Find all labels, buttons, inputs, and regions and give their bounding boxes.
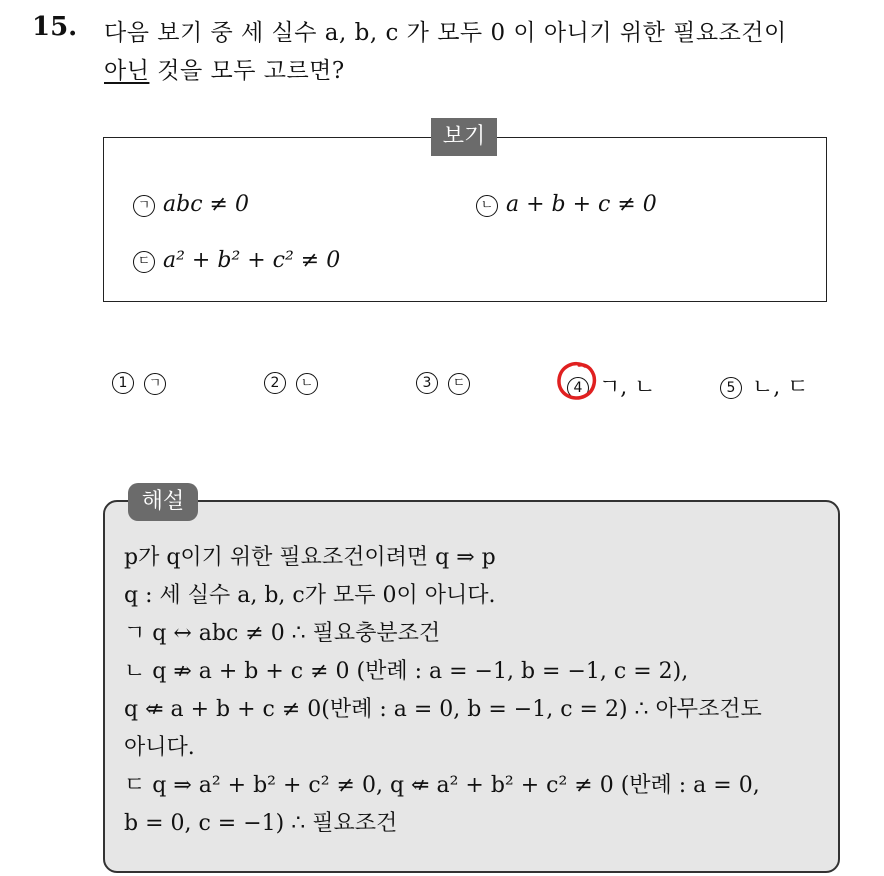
solution-line-6: 아니다. (124, 735, 195, 760)
solution-line-1: p가 q이기 위한 필요조건이려면 q ⇒ p (124, 545, 496, 570)
question-text-rest: 것을 모두 고르면? (149, 58, 345, 84)
choice-number-1: 1 (112, 372, 134, 394)
choice-5[interactable] (720, 370, 809, 401)
solution-line-5: q ⇍ a + b + c ≠ 0(반례 : a = 0, b = −1, c = 2) ∴ 아무조건도 (124, 697, 762, 722)
choice-text-5: ㄴ, ㄷ (752, 375, 809, 400)
choice-2[interactable] (264, 370, 318, 395)
bogi-item-3 (133, 248, 340, 273)
bogi-mark-2: ㄴ (476, 195, 498, 217)
bogi-expr-3: a² + b² + c² ≠ 0 (163, 248, 341, 273)
solution-line-8: b = 0, c = −1) ∴ 필요조건 (124, 811, 398, 836)
choice-1[interactable] (112, 370, 166, 395)
solution-line-7: ㄷ q ⇒ a² + b² + c² ≠ 0, q ⇍ a² + b² + c² ≠ 0 (반례 : a = 0, (124, 773, 760, 798)
bogi-item-1 (133, 192, 249, 217)
question-underlined-word: 아닌 (104, 58, 150, 84)
choice-3[interactable] (416, 370, 470, 395)
solution-line-2: q : 세 실수 a, b, c가 모두 0이 아니다. (124, 583, 496, 608)
answer-red-circle-mark (555, 360, 601, 404)
choice-number-5: 5 (720, 377, 742, 399)
choice-text-4: ㄱ, ㄴ (599, 375, 656, 400)
choice-number-2: 2 (264, 372, 286, 394)
bogi-expr-1: abc ≠ 0 (163, 192, 249, 217)
bogi-item-2 (476, 192, 657, 217)
question-number: 15. (32, 12, 78, 42)
bogi-box (103, 137, 827, 302)
bogi-mark-3: ㄷ (133, 251, 155, 273)
bogi-label: 보기 (431, 118, 497, 156)
choice-text-1: ㄱ (144, 373, 166, 395)
choice-text-2: ㄴ (296, 373, 318, 395)
choice-text-3: ㄷ (448, 373, 470, 395)
solution-line-4: ㄴ q ⇏ a + b + c ≠ 0 (반례 : a = −1, b = −1, c = 2), (124, 659, 689, 684)
choice-number-3: 3 (416, 372, 438, 394)
choice-number-4: 4 (567, 377, 589, 399)
question-text-line2 (104, 52, 345, 85)
bogi-expr-2: a + b + c ≠ 0 (506, 192, 657, 217)
solution-line-3: ㄱ q ↔ abc ≠ 0 ∴ 필요충분조건 (124, 621, 441, 646)
question-text-line1: 다음 보기 중 세 실수 a, b, c 가 모두 0 이 아니기 위한 필요조건이 (104, 20, 787, 46)
solution-label: 해설 (128, 483, 198, 521)
bogi-mark-1: ㄱ (133, 195, 155, 217)
